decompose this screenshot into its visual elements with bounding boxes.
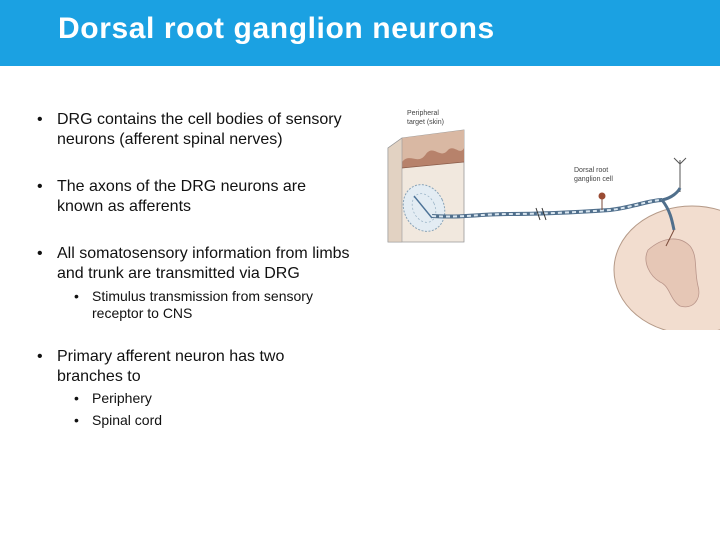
bullet-line: Periphery (92, 390, 152, 406)
bullet-glyph: • (74, 390, 79, 406)
bullet-line: Spinal cord (92, 412, 163, 428)
bullet-line: neurons (afferent spinal nerves) (57, 131, 283, 148)
bullet-line: DRG contains the cell bodies of sensory (57, 111, 342, 128)
slide-title: Dorsal root ganglion neurons (58, 12, 495, 45)
afferent-axon (432, 200, 662, 220)
bullet-line: Primary afferent neuron has two (57, 348, 285, 365)
bullet-line: Stimulus transmission from sensory (92, 288, 313, 304)
bullet-line: All somatosensory information from limbs (57, 245, 350, 262)
drg-neuron-diagram (380, 100, 720, 330)
bullet-glyph: • (37, 111, 43, 128)
bullet-line: branches to (57, 368, 141, 385)
peripheral-target-label: target (skin) (407, 119, 444, 126)
bullet-glyph: • (74, 412, 79, 428)
peripheral-target-label: Peripheral (407, 110, 439, 117)
bullet-line: known as afferents (57, 198, 192, 215)
bullet-glyph: • (37, 245, 43, 262)
bullet-line: receptor to CNS (92, 305, 193, 321)
bullet-line: The axons of the DRG neurons are (57, 178, 307, 195)
bullet-glyph: • (37, 178, 43, 195)
title-bar (0, 0, 720, 66)
spinal-cord-illustration (614, 158, 720, 330)
drg-label: ganglion cell (574, 176, 613, 183)
bullet-glyph: • (37, 348, 43, 365)
drg-cell (599, 193, 606, 211)
drg-label: Dorsal root (574, 167, 609, 174)
bullet-glyph: • (74, 288, 79, 304)
skin-illustration (388, 130, 464, 242)
bullet-line: and trunk are transmitted via DRG (57, 265, 300, 282)
